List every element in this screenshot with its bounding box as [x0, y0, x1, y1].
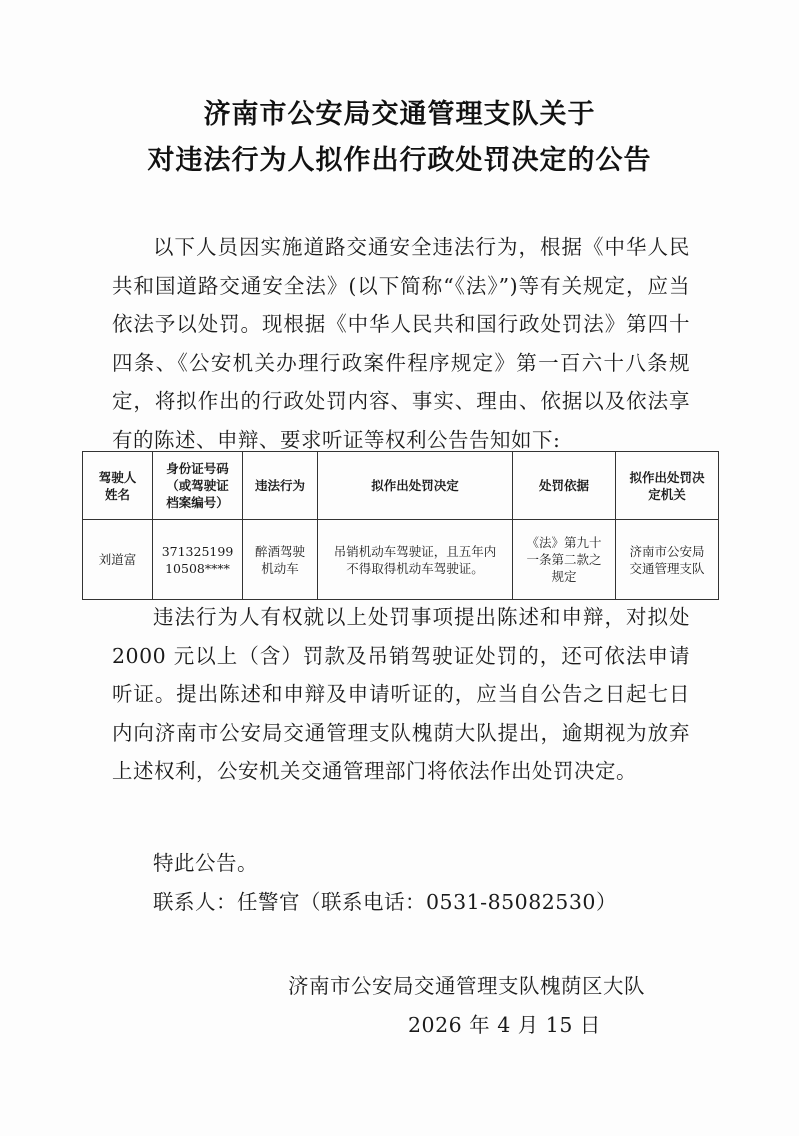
table-header-row — [83, 452, 719, 520]
title-line-1: 济南市公安局交通管理支队关于 — [203, 99, 596, 130]
table-cell: 吊销机动车驾驶证，且五年内 不得取得机动车驾驶证。 — [318, 520, 513, 600]
table-header-cell: 拟作出处罚决定 — [318, 452, 513, 520]
table-header-cell: 驾驶人 姓名 — [83, 452, 153, 520]
table-cell: 刘道富 — [83, 520, 153, 600]
intro-paragraph: 以下人员因实施道路交通安全违法行为，根据《中华人民共和国道路交通安全法》(以下简称“《法》”)等有关规定，应当依法予以处罚。现根据《中华人民共和国行政处罚法》第四十四条、《公安机关办理行政案件程序规定》第一百六十八条规定，将拟作出的行政处罚内容、事实、理由、依据以及依法享有的陈述、申辩、要求听证等权利公告告知如下: — [112, 235, 690, 452]
table-header-cell: 处罚依据 — [513, 452, 616, 520]
table-row — [83, 520, 719, 600]
penalty-table — [82, 451, 719, 600]
issue-date: 2026 年 4 月 15 日 — [408, 1013, 601, 1037]
issuing-organization: 济南市公安局交通管理支队槐荫区大队 — [288, 974, 645, 998]
closing-line: 特此公告。 — [153, 851, 258, 875]
rights-paragraph: 违法行为人有权就以上处罚事项提出陈述和申辩，对拟处 2000 元以上（含）罚款及吊销驾驶证处罚的，还可依法申请听证。提出陈述和申辩及申请听证的，应当自公告之日起七日内向济南市公安局交通管理支队槐荫大队提出，逾期视为放弃上述权利，公安机关交通管理部门将依法作出处罚决定。 — [112, 605, 690, 783]
contact-line: 联系人：任警官（联系电话：0531-85082530） — [153, 890, 617, 914]
table-cell: 济南市公安局 交通管理支队 — [616, 520, 719, 600]
table-cell: 371325199 10508**** — [153, 520, 243, 600]
table-header-cell: 违法行为 — [243, 452, 318, 520]
title-line-2: 对违法行为人拟作出行政处罚决定的公告 — [147, 145, 652, 176]
table-header-cell: 拟作出处罚决 定机关 — [616, 452, 719, 520]
table-cell: 醉酒驾驶 机动车 — [243, 520, 318, 600]
table-header-cell: 身份证号码 （或驾驶证 档案编号） — [153, 452, 243, 520]
table-cell: 《法》第九十 一条第二款之 规定 — [513, 520, 616, 600]
